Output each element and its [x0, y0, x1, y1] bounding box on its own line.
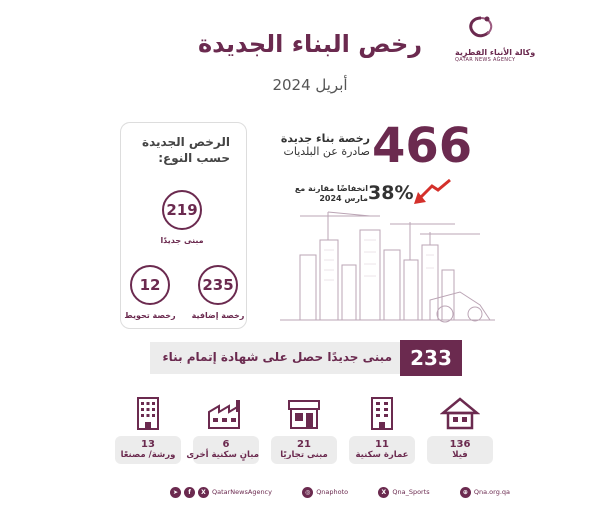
category-workshop-factory: [115, 394, 181, 464]
category-label: ورشة/ مصنعًا: [120, 450, 176, 460]
category-value: 13: [141, 439, 155, 450]
type-item-additional: [198, 265, 238, 305]
types-title-line2: حسب النوع:: [158, 151, 230, 165]
category-value: 6: [222, 439, 230, 450]
logo-name-arabic: وكالة الأنباء القطرية: [455, 48, 536, 57]
decline-text-line2: مارس 2024: [319, 194, 368, 203]
decline-percent: 38%: [368, 182, 414, 204]
shop-icon: [286, 398, 322, 430]
total-permits-label-line1: رخصة بناء جديدة: [280, 132, 370, 145]
type-label: رخصة إضافية: [191, 311, 245, 320]
factory-icon: [206, 398, 246, 430]
decline-text-line1: انخفاضًا مقارنة مع: [294, 184, 368, 193]
category-value: 21: [297, 439, 311, 450]
footer-website[interactable]: Qna.org.qa: [473, 488, 510, 496]
category-value: 11: [375, 439, 389, 450]
footer-website-group: [460, 487, 510, 498]
construction-illustration: [280, 210, 500, 330]
footer-handle[interactable]: Qna_Sports: [392, 488, 430, 496]
globe-icon[interactable]: ⊕: [460, 487, 471, 498]
logo-name-english: QATAR NEWS AGENCY: [455, 57, 516, 63]
footer: [170, 484, 510, 500]
completion-value: 233: [400, 340, 462, 376]
instagram-icon[interactable]: ◎: [302, 487, 313, 498]
total-permits: 466: [372, 118, 473, 174]
total-permits-label: [280, 132, 370, 158]
types-title: [120, 134, 230, 166]
types-title-line1: الرخص الجديدة: [141, 135, 230, 149]
house-icon: [440, 396, 480, 430]
category-value: 136: [449, 439, 471, 450]
footer-social-group: [170, 487, 272, 498]
type-value-circle: 12: [130, 265, 170, 305]
category-label: فيلا: [452, 450, 468, 460]
type-item-new: [162, 190, 202, 230]
footer-handle[interactable]: QatarNewsAgency: [212, 488, 272, 496]
category-other-residential: [186, 394, 259, 464]
qna-logo-icon: [463, 14, 499, 44]
category-label: مبنى تجاريًا: [280, 450, 328, 460]
total-permits-label-line2: صادرة عن البلديات: [283, 145, 370, 158]
category-label: مبانٍ سكنية أخرى: [186, 450, 259, 460]
infographic: [100, 0, 536, 512]
category-commercial: [271, 394, 337, 464]
office-building-icon: [133, 396, 163, 430]
telegram-icon[interactable]: ➤: [170, 487, 181, 498]
decline-text: [288, 184, 368, 204]
type-item-fencing: [130, 265, 170, 305]
footer-instagram-group: [302, 487, 348, 498]
footer-handle[interactable]: Qnaphoto: [316, 488, 349, 496]
x-icon[interactable]: X: [378, 487, 389, 498]
apartment-building-icon: [367, 396, 397, 430]
footer-sports-group: [378, 487, 429, 498]
category-label: عمارة سكنية: [355, 450, 409, 460]
decline-arrow-icon: [412, 178, 452, 206]
facebook-icon[interactable]: f: [184, 487, 195, 498]
qna-logo: [455, 14, 536, 63]
completion-label: مبنى جديدًا حصل على شهادة إتمام بناء: [162, 350, 392, 364]
type-label: رخصة تحويط: [124, 311, 176, 320]
type-value-circle: 219: [162, 190, 202, 230]
category-residential-building: [349, 394, 415, 464]
x-icon[interactable]: X: [198, 487, 209, 498]
category-villa: [427, 394, 493, 464]
type-value-circle: 235: [198, 265, 238, 305]
page-subtitle: أبريل 2024: [272, 76, 348, 94]
page-title: رخص البناء الجديدة: [197, 30, 423, 58]
type-label: مبنى جديدًا: [160, 236, 204, 245]
